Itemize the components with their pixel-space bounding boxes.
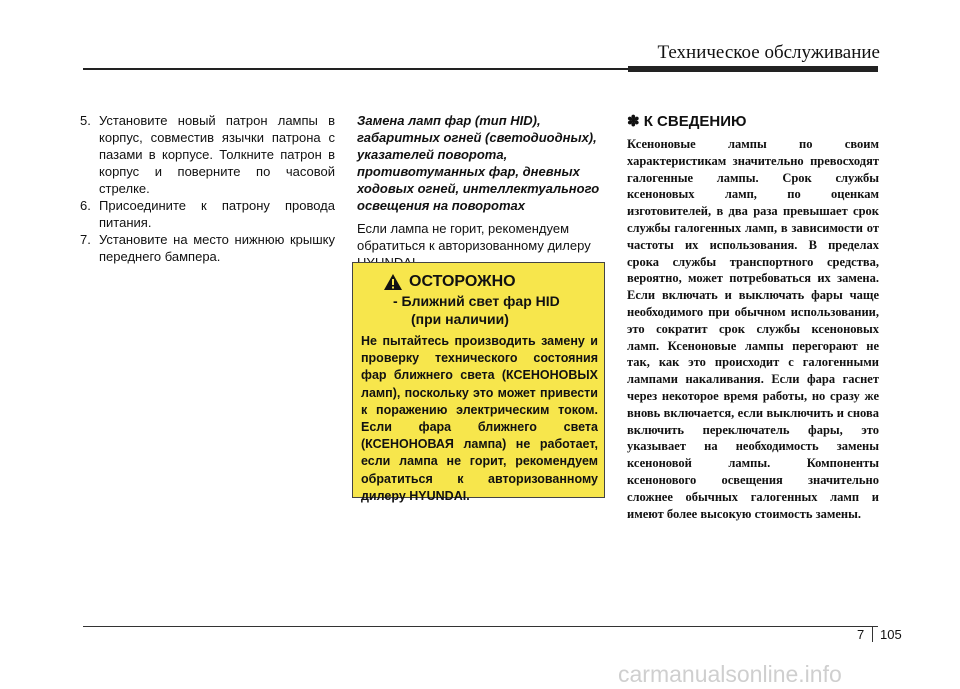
warning-box (352, 262, 605, 503)
note-section (627, 112, 879, 522)
warning-title: ОСТОРОЖНО (409, 273, 516, 290)
watermark: carmanualsonline.info (618, 661, 842, 687)
warning-subtitle-note: (при наличии) (411, 311, 509, 327)
warning-heading (383, 273, 516, 291)
note-heading: ✽ К СВЕДЕНИЮ (627, 113, 747, 130)
header-bar (628, 66, 878, 72)
step-text: Установите на место нижнюю крышку переднего бампера. (99, 232, 335, 264)
step-number: 7. (80, 232, 91, 247)
step-text: Присоедините к патрону провода питания. (99, 198, 335, 230)
warning-triangle-icon (383, 273, 403, 291)
warning-text: Не пытайтесь производить замену и проверку технического состояния фар ближнего света (КСЕНОНОВЫХ ламп), поскольку это может привести к поражению электрическим током. Если фара ближнего света (КСЕНОНОВАЯ лампа) не работает, если лампа не горит, рекомендуем обратиться к авторизованному дилеру HYUNDAI. (361, 334, 598, 503)
footer-rule (83, 626, 878, 627)
step-item (80, 231, 335, 265)
chapter-number: 7 (857, 627, 865, 642)
header-rule (83, 68, 628, 70)
hid-section (357, 112, 607, 271)
step-number: 6. (80, 198, 91, 213)
warning-subtitle: - Ближний свет фар HID (393, 293, 560, 309)
step-item (80, 197, 335, 231)
step-number: 5. (80, 113, 91, 128)
page-number: 105 (880, 627, 902, 642)
step-text: Установите новый патрон лампы в корпус, совместив язычки патрона с пазами в корпусе. Толкните патрон в корпус и поверните по часовой стрелке. (99, 113, 335, 196)
section-subheading: Замена ламп фар (тип HID), габаритных огней (светодиодных), указателей поворота, противотуманных фар, дневных ходовых огней, интеллектуального освещения на поворотах (357, 113, 600, 213)
steps-column (80, 112, 335, 265)
footer-divider (872, 626, 873, 642)
note-text: Ксеноновые лампы по своим характеристикам значительно превосходят галогенные лампы. Срок службы ксеноновых ламп, по оценкам изготовителей, в два раза превышает срок службы галогенных ламп, в зависимости от частоты их использования. В пределах срока службы транспортного средства, вероятно, может потребоваться их замена. Если включать и выключать фары чаще необходимого при обычном использовании, это сократит срок службы ксеноновых ламп. Ксеноновые лампы перегорают не так, как это происходит с галогенными лампами накаливания. Если фара гаснет через некоторое время работы, но сразу же вновь включается, если выключить и снова включить переключатель фары, это указывает на необходимость замены ксеноновой лампы. Компоненты ксенонового освещения значительно сложнее обычных галогенных ламп и имеют более высокую стоимость замены. (627, 137, 879, 521)
section-body: Если лампа не горит, рекомендуем обратиться к авторизованному дилеру (357, 221, 591, 253)
page-header-title: Техническое обслуживание (657, 42, 880, 63)
step-item (80, 112, 335, 197)
